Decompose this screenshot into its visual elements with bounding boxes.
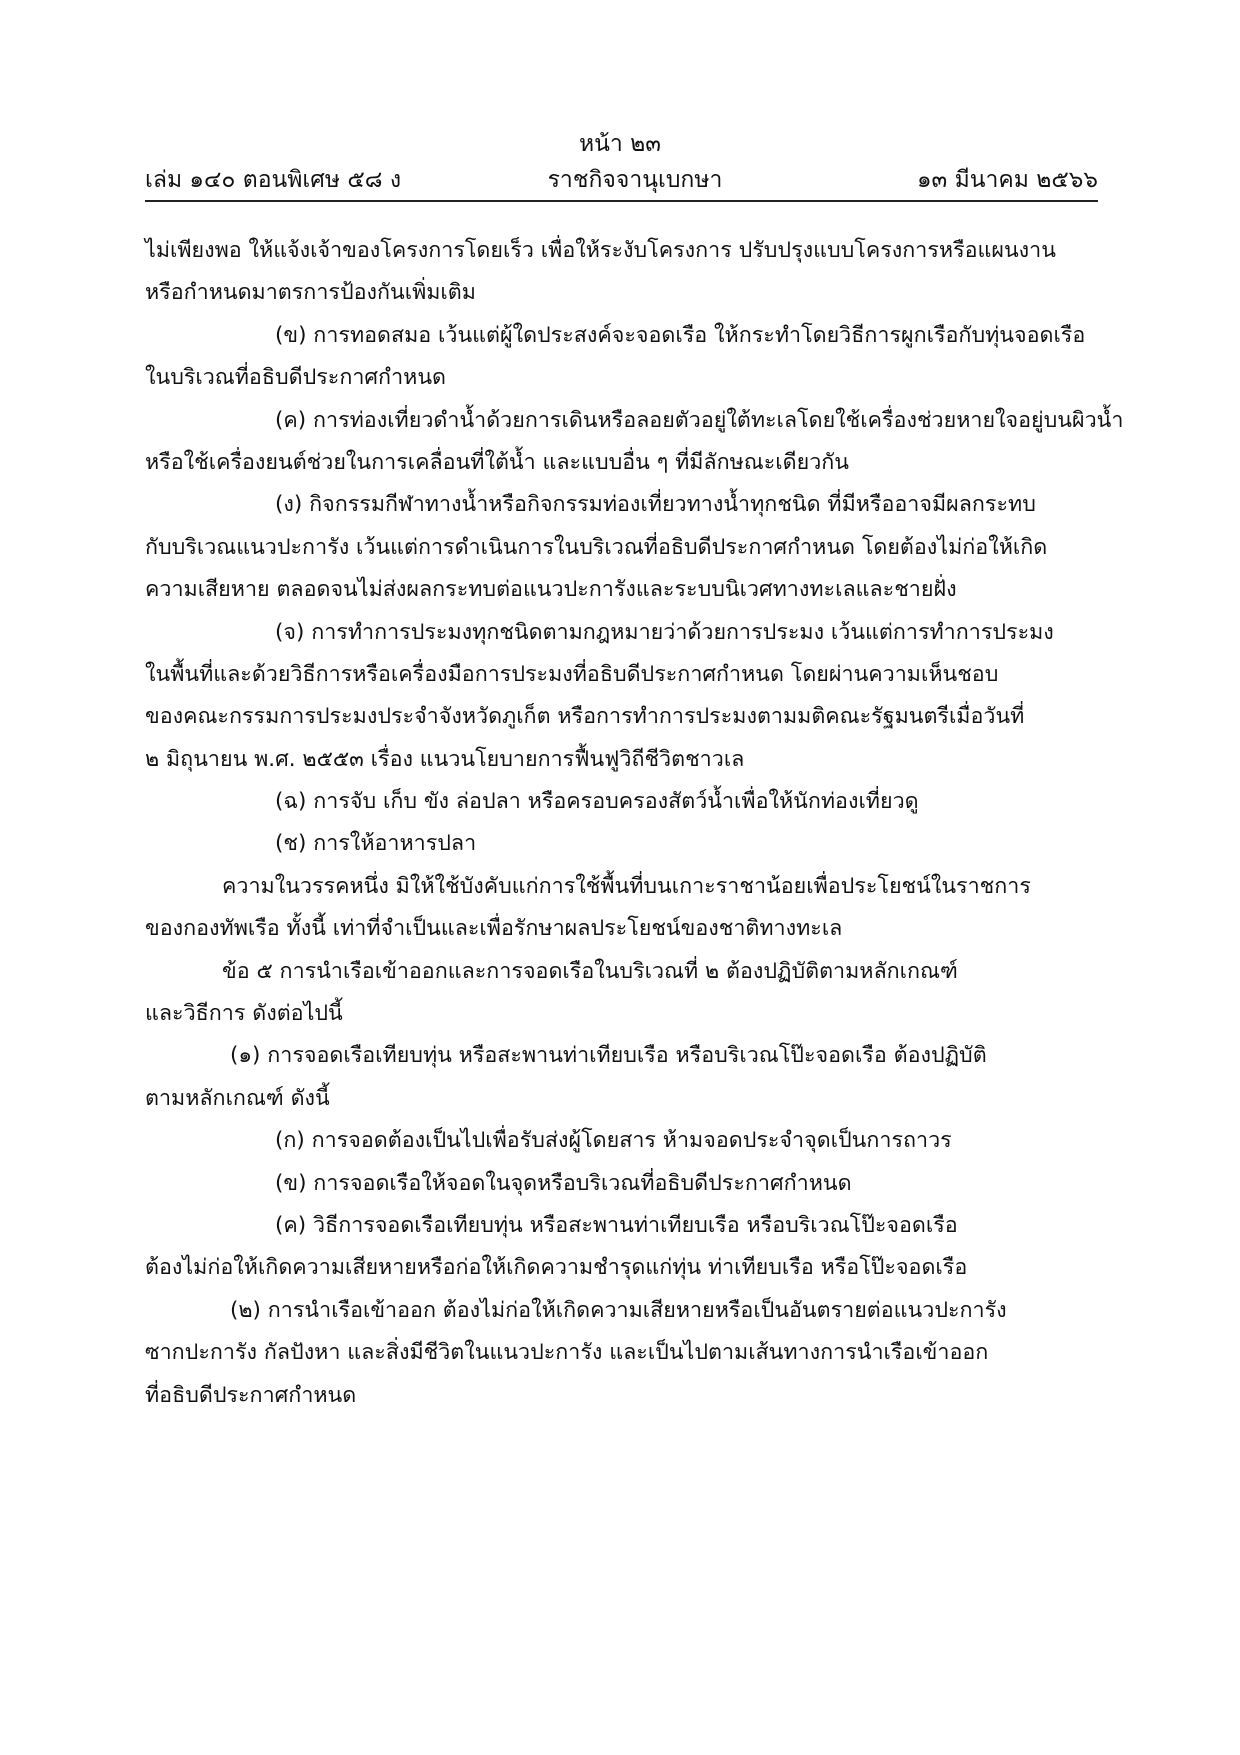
clause-kho-khwai: (ค) การท่องเที่ยวดำน้ำด้วยการเดินหรือลอยตัวอยู่ใต้ทะเลโดยใช้เครื่องช่วยหายใจอยู่บนผิวน้ำ [275, 407, 1124, 433]
clause-kho-2: (ข) การจอดเรือให้จอดในจุดหรือบริเวณที่อธิบดีประกาศกำหนด [275, 1170, 852, 1196]
paragraph-start: ความในวรรคหนึ่ง มิให้ใช้บังคับแก่การใช้พื้นที่บนเกาะราชาน้อยเพื่อประโยชน์ในราชการ [222, 873, 1031, 899]
text-line: ของกองทัพเรือ ทั้งนี้ เท่าที่จำเป็นและเพื่อรักษาผลประโยชน์ของชาติทางทะเล [145, 916, 843, 942]
text-line: กับบริเวณแนวปะการัง เว้นแต่การดำเนินการในบริเวณที่อธิบดีประกาศกำหนด โดยต้องไม่ก่อให้เกิด [145, 534, 1048, 560]
publication-date: ๑๓ มีนาคม ๒๕๖๖ [916, 167, 1098, 193]
text-line: และวิธีการ ดังต่อไปนี้ [145, 1001, 343, 1027]
running-header [145, 164, 1098, 198]
text-line: ความเสียหาย ตลอดจนไม่ส่งผลกระทบต่อแนวปะการังและระบบนิเวศทางทะเลและชายฝั่ง [145, 577, 957, 603]
text-line: ของคณะกรรมการประมงประจำจังหวัดภูเก็ต หรือการทำการประมงตามมติคณะรัฐมนตรีเมื่อวันที่ [145, 704, 1025, 730]
text-line: ในพื้นที่และด้วยวิธีการหรือเครื่องมือการประมงที่อธิบดีประกาศกำหนด โดยผ่านความเห็นชอบ [145, 661, 999, 687]
header-divider [145, 200, 1098, 202]
item-1: (๑) การจอดเรือเทียบทุ่น หรือสะพานท่าเทียบเรือ หรือบริเวณโป๊ะจอดเรือ ต้องปฏิบัติ [230, 1043, 987, 1069]
clause-kho-khwai-2: (ค) วิธีการจอดเรือเทียบทุ่น หรือสะพานท่าเทียบเรือ หรือบริเวณโป๊ะจอดเรือ [275, 1212, 958, 1238]
volume-issue: เล่ม ๑๔๐ ตอนพิเศษ ๕๘ ง [145, 167, 402, 193]
clause-kho: (ข) การทอดสมอ เว้นแต่ผู้ใดประสงค์จะจอดเรือ ให้กระทำโดยวิธีการผูกเรือกับทุ่นจอดเรือ [275, 322, 1086, 348]
text-line: หรือใช้เครื่องยนต์ช่วยในการเคลื่อนที่ใต้น้ำ และแบบอื่น ๆ ที่มีลักษณะเดียวกัน [145, 449, 849, 475]
body-text [145, 230, 1124, 1417]
text-line: ไม่เพียงพอ ให้แจ้งเจ้าของโครงการโดยเร็ว เพื่อให้ระงับโครงการ ปรับปรุงแบบโครงการหรือแผนงาน [145, 238, 1056, 263]
text-line: หรือกำหนดมาตรการป้องกันเพิ่มเติม [145, 280, 476, 306]
text-line: ที่อธิบดีประกาศกำหนด [145, 1382, 357, 1408]
item-2: (๒) การนำเรือเข้าออก ต้องไม่ก่อให้เกิดความเสียหายหรือเป็นอันตรายต่อแนวปะการัง [230, 1297, 1007, 1323]
clause-ko: (ก) การจอดต้องเป็นไปเพื่อรับส่งผู้โดยสาร ห้ามจอดประจำจุดเป็นการถาวร [275, 1128, 952, 1154]
clause-cho-ching: (ฉ) การจับ เก็บ ขัง ล่อปลา หรือครอบครองสัตว์น้ำเพื่อให้นักท่องเที่ยวดู [275, 789, 919, 815]
publication-name: ราชกิจจานุเบกษา [547, 167, 723, 193]
clause-cho: (จ) การทำการประมงทุกชนิดตามกฎหมายว่าด้วยการประมง เว้นแต่การทำการประมง [275, 619, 1054, 645]
text-line: ซากปะการัง กัลปังหา และสิ่งมีชีวิตในแนวปะการัง และเป็นไปตามเส้นทางการนำเรือเข้าออก [145, 1340, 989, 1366]
section-5: ข้อ ๕ การนำเรือเข้าออกและการจอดเรือในบริเวณที่ ๒ ต้องปฏิบัติตามหลักเกณฑ์ [222, 958, 958, 984]
text-line: ๒ มิถุนายน พ.ศ. ๒๕๕๓ เรื่อง แนวนโยบายการฟื้นฟูวิถีชีวิตชาวเล [145, 746, 745, 772]
clause-cho-chang: (ช) การให้อาหารปลา [275, 831, 477, 857]
text-line: ต้องไม่ก่อให้เกิดความเสียหายหรือก่อให้เกิดความชำรุดแก่ทุ่น ท่าเทียบเรือ หรือโป๊ะจอดเรือ [145, 1255, 968, 1281]
page-number: หน้า ๒๓ [579, 131, 661, 157]
text-line: ในบริเวณที่อธิบดีประกาศกำหนด [145, 365, 446, 391]
text-line: ตามหลักเกณฑ์ ดังนี้ [145, 1085, 330, 1111]
clause-ngo: (ง) กิจกรรมกีฬาทางน้ำหรือกิจกรรมท่องเที่ยวทางน้ำทุกชนิด ที่มีหรืออาจมีผลกระทบ [275, 492, 1036, 518]
